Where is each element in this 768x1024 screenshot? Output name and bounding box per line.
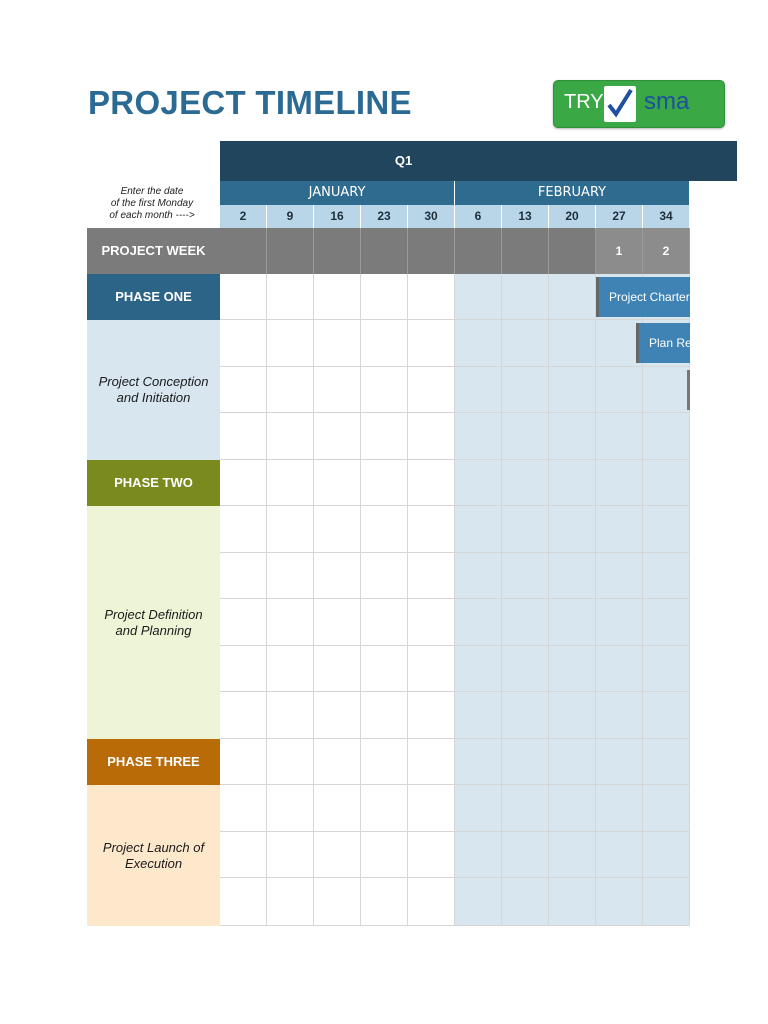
date-cell[interactable]: 20	[549, 205, 596, 228]
try-label: TRY	[564, 91, 604, 113]
timeline-cell[interactable]	[220, 739, 267, 785]
timeline-cell[interactable]	[549, 460, 596, 506]
timeline-cell[interactable]	[643, 599, 690, 646]
timeline-cell[interactable]	[408, 599, 455, 646]
timeline-cell[interactable]	[455, 413, 502, 460]
timeline-cell[interactable]	[314, 506, 361, 553]
timeline-cell[interactable]	[408, 739, 455, 785]
timeline-cell[interactable]	[643, 692, 690, 739]
timeline-cell[interactable]	[361, 785, 408, 832]
phase-three-header: PHASE THREE	[87, 739, 220, 785]
timeline-cell[interactable]	[502, 646, 549, 692]
timeline-cell[interactable]	[314, 739, 361, 785]
timeline-cell[interactable]	[502, 832, 549, 878]
timeline-cell[interactable]	[643, 367, 690, 413]
timeline-cell[interactable]	[502, 878, 549, 926]
timeline-cell[interactable]	[549, 599, 596, 646]
timeline-cell[interactable]	[549, 367, 596, 413]
phase-two-description: Project Definition and Planning	[87, 506, 220, 739]
timeline-cell[interactable]	[361, 878, 408, 926]
project-week-cell	[502, 228, 549, 274]
timeline-cell[interactable]	[314, 367, 361, 413]
date-cell[interactable]: 23	[361, 205, 408, 228]
month-january: JANUARY	[220, 181, 455, 205]
timeline-cell[interactable]	[267, 739, 314, 785]
timeline-cell[interactable]	[596, 367, 643, 413]
timeline-cell[interactable]	[408, 646, 455, 692]
timeline-cell[interactable]	[314, 832, 361, 878]
phase-one-header: PHASE ONE	[87, 274, 220, 320]
timeline-cell[interactable]	[267, 785, 314, 832]
timeline-cell[interactable]	[643, 878, 690, 926]
timeline-cell[interactable]	[549, 832, 596, 878]
timeline-cell[interactable]	[408, 460, 455, 506]
timeline-cell[interactable]	[408, 274, 455, 320]
timeline-cell[interactable]	[361, 646, 408, 692]
date-cell[interactable]: 34	[643, 205, 690, 228]
timeline-cell[interactable]	[643, 646, 690, 692]
date-cell[interactable]: 9	[267, 205, 314, 228]
timeline-cell[interactable]	[549, 413, 596, 460]
timeline-cell[interactable]	[455, 320, 502, 367]
timeline-cell[interactable]	[408, 320, 455, 367]
timeline-cell[interactable]	[314, 878, 361, 926]
timeline-cell[interactable]	[502, 367, 549, 413]
timeline-cell[interactable]	[220, 460, 267, 506]
timeline-cell[interactable]	[502, 739, 549, 785]
timeline-cell[interactable]	[267, 878, 314, 926]
timeline-cell[interactable]	[314, 692, 361, 739]
brand-label: sma	[644, 88, 690, 115]
date-cell[interactable]: 30	[408, 205, 455, 228]
instruction-line-3: of each month ---->	[109, 210, 195, 221]
timeline-cell[interactable]	[267, 320, 314, 367]
phase-two-header: PHASE TWO	[87, 460, 220, 506]
timeline-cell[interactable]	[596, 785, 643, 832]
timeline-cell[interactable]	[314, 785, 361, 832]
timeline-cell[interactable]	[455, 878, 502, 926]
timeline-cell[interactable]	[455, 599, 502, 646]
try-smartsheet-banner[interactable]	[553, 80, 690, 127]
timeline-cell[interactable]	[455, 553, 502, 599]
timeline-cell[interactable]	[643, 460, 690, 506]
timeline-cell[interactable]	[220, 506, 267, 553]
timeline-cell[interactable]	[220, 646, 267, 692]
timeline-cell[interactable]	[408, 692, 455, 739]
timeline-cell[interactable]	[549, 785, 596, 832]
timeline-cell[interactable]	[361, 553, 408, 599]
timeline-cell[interactable]	[361, 739, 408, 785]
timeline-cell[interactable]	[361, 320, 408, 367]
month-february: FEBRUARY	[455, 181, 690, 205]
timeline-cell[interactable]	[267, 832, 314, 878]
timeline-cell[interactable]	[408, 553, 455, 599]
date-instruction	[88, 186, 216, 222]
timeline-cell[interactable]	[455, 739, 502, 785]
timeline-cell[interactable]	[643, 832, 690, 878]
timeline-cell[interactable]	[596, 413, 643, 460]
timeline-cell[interactable]	[220, 878, 267, 926]
timeline-cell[interactable]	[643, 785, 690, 832]
timeline-cell[interactable]	[502, 785, 549, 832]
timeline-cell[interactable]	[455, 274, 502, 320]
timeline-cell[interactable]	[502, 599, 549, 646]
timeline-cell[interactable]	[314, 413, 361, 460]
timeline-cell[interactable]	[408, 367, 455, 413]
timeline-cell[interactable]	[361, 692, 408, 739]
timeline-cell[interactable]	[361, 506, 408, 553]
timeline-cell[interactable]	[220, 553, 267, 599]
timeline-cell[interactable]	[267, 692, 314, 739]
timeline-cell[interactable]	[267, 460, 314, 506]
checkmark-icon	[604, 86, 636, 122]
timeline-cell[interactable]	[549, 320, 596, 367]
timeline-cell[interactable]	[361, 599, 408, 646]
timeline-cell[interactable]	[220, 274, 267, 320]
timeline-cell[interactable]	[361, 274, 408, 320]
timeline-cell[interactable]	[596, 692, 643, 739]
timeline-cell[interactable]	[314, 553, 361, 599]
timeline-cell[interactable]	[267, 274, 314, 320]
timeline-cell[interactable]	[502, 460, 549, 506]
timeline-cell[interactable]	[596, 599, 643, 646]
timeline-cell[interactable]	[314, 646, 361, 692]
timeline-cell[interactable]	[408, 878, 455, 926]
timeline-cell[interactable]	[455, 646, 502, 692]
timeline-cell[interactable]	[596, 878, 643, 926]
timeline-cell[interactable]	[643, 413, 690, 460]
timeline-cell[interactable]	[314, 599, 361, 646]
timeline-cell[interactable]	[361, 832, 408, 878]
timeline-cell[interactable]	[502, 692, 549, 739]
timeline-cell[interactable]	[455, 460, 502, 506]
timeline-cell[interactable]	[220, 320, 267, 367]
timeline-cell[interactable]	[361, 460, 408, 506]
project-week-cell	[455, 228, 502, 274]
task-bar-stub[interactable]	[687, 370, 690, 410]
timeline-cell[interactable]	[549, 506, 596, 553]
timeline-cell[interactable]	[455, 692, 502, 739]
date-cell[interactable]: 6	[455, 205, 502, 228]
timeline-cell[interactable]	[502, 506, 549, 553]
timeline-cell[interactable]	[408, 506, 455, 553]
timeline-cell[interactable]	[643, 739, 690, 785]
try-button[interactable]	[553, 80, 725, 128]
project-week-cell	[408, 228, 455, 274]
timeline-cell[interactable]	[549, 274, 596, 320]
timeline-cell[interactable]	[549, 692, 596, 739]
timeline-cell[interactable]	[596, 506, 643, 553]
timeline-cell[interactable]	[220, 367, 267, 413]
timeline-cell[interactable]	[314, 274, 361, 320]
timeline-cell[interactable]	[267, 367, 314, 413]
timeline-cell[interactable]	[643, 506, 690, 553]
task-bar-plan-review[interactable]: Plan Review	[636, 323, 690, 363]
project-week-cell	[361, 228, 408, 274]
date-cell[interactable]: 2	[220, 205, 267, 228]
timeline-cell[interactable]	[549, 646, 596, 692]
project-week-cell	[267, 228, 314, 274]
timeline-cell[interactable]	[502, 320, 549, 367]
timeline-cell[interactable]	[220, 599, 267, 646]
timeline-cell[interactable]	[549, 553, 596, 599]
timeline-cell[interactable]	[502, 413, 549, 460]
timeline-grid	[220, 181, 716, 926]
quarter-header: Q1	[220, 141, 737, 181]
timeline-cell[interactable]	[502, 274, 549, 320]
timeline-cell[interactable]	[314, 460, 361, 506]
project-week-cell: 2	[643, 228, 690, 274]
project-week-cell	[220, 228, 267, 274]
timeline-cell[interactable]	[596, 460, 643, 506]
timeline-cell[interactable]	[596, 832, 643, 878]
timeline-cell[interactable]	[455, 832, 502, 878]
date-cell[interactable]: 16	[314, 205, 361, 228]
date-cell[interactable]: 27	[596, 205, 643, 228]
timeline-cell[interactable]	[267, 506, 314, 553]
timeline-cell[interactable]	[596, 739, 643, 785]
timeline-cell[interactable]	[502, 553, 549, 599]
timeline-cell[interactable]	[314, 320, 361, 367]
date-cell[interactable]: 13	[502, 205, 549, 228]
timeline-cell[interactable]	[549, 739, 596, 785]
timeline-cell[interactable]	[408, 785, 455, 832]
timeline-cell[interactable]	[455, 785, 502, 832]
project-week-cell	[314, 228, 361, 274]
timeline-cell[interactable]	[267, 413, 314, 460]
task-bar-project-charter[interactable]: Project Charter	[596, 277, 690, 317]
instruction-line-2: of the first Monday	[110, 198, 194, 209]
timeline-cell[interactable]	[267, 646, 314, 692]
timeline-cell[interactable]	[643, 553, 690, 599]
project-week-label: PROJECT WEEK	[87, 228, 220, 274]
timeline-cell[interactable]	[596, 646, 643, 692]
timeline-cell[interactable]	[220, 413, 267, 460]
timeline-cell[interactable]	[220, 785, 267, 832]
timeline-cell[interactable]	[408, 832, 455, 878]
instruction-line-1: Enter the date	[120, 186, 184, 197]
timeline-cell[interactable]	[267, 599, 314, 646]
timeline-cell[interactable]	[455, 506, 502, 553]
timeline-cell[interactable]	[596, 553, 643, 599]
timeline-cell[interactable]	[220, 692, 267, 739]
phase-one-description: Project Conception and Initiation	[87, 320, 220, 460]
project-week-cell: 1	[596, 228, 643, 274]
timeline-cell[interactable]	[455, 367, 502, 413]
timeline-cell[interactable]	[361, 367, 408, 413]
timeline-cell[interactable]	[549, 878, 596, 926]
page-title: PROJECT TIMELINE	[88, 84, 412, 121]
timeline-cell[interactable]	[408, 413, 455, 460]
timeline-cell[interactable]	[361, 413, 408, 460]
timeline-cell[interactable]	[220, 832, 267, 878]
project-week-cell	[549, 228, 596, 274]
timeline-cell[interactable]	[267, 553, 314, 599]
phase-three-description: Project Launch of Execution	[87, 785, 220, 926]
